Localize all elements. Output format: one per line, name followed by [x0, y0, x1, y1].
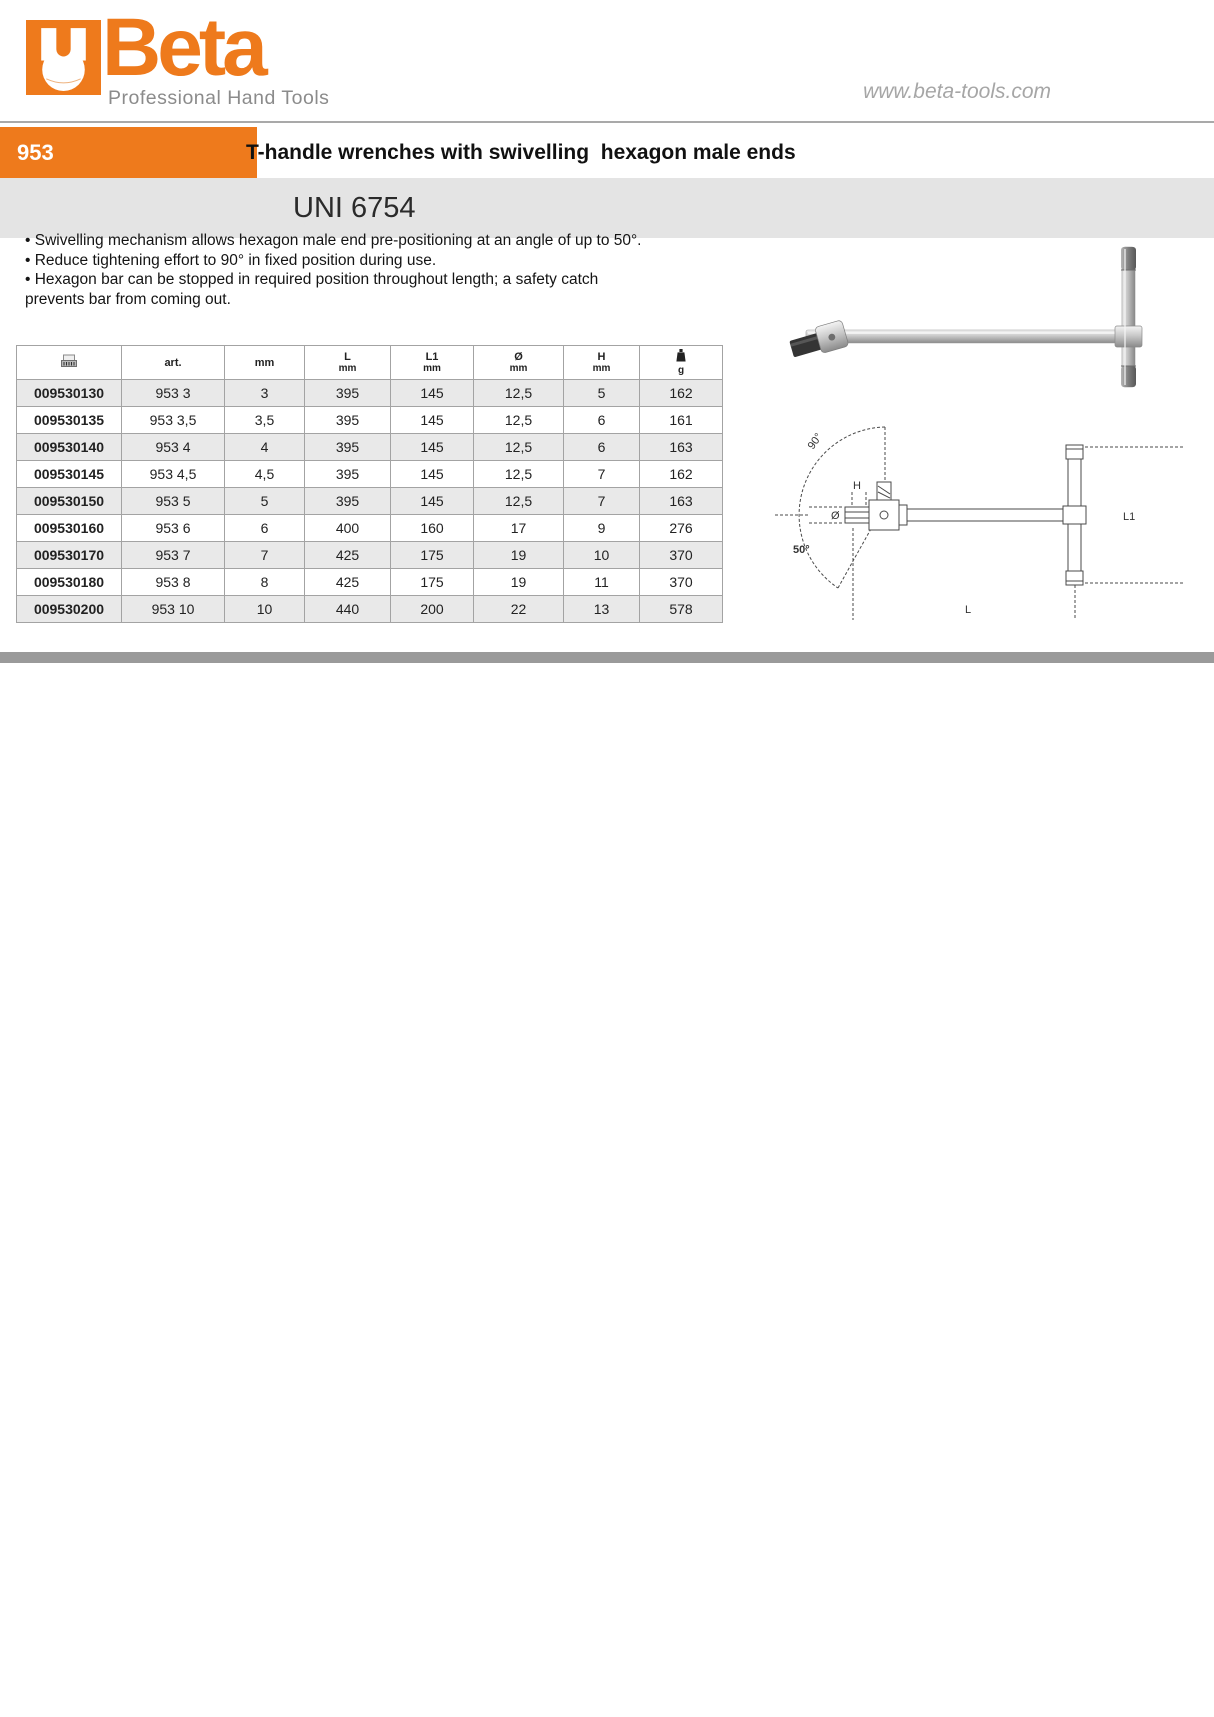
ean-code-icon — [59, 354, 79, 368]
table-cell: 578 — [640, 596, 723, 623]
table-cell: 162 — [640, 461, 723, 488]
table-cell: 19 — [474, 542, 564, 569]
col-art-header — [122, 346, 225, 380]
table-cell: 276 — [640, 515, 723, 542]
table-cell: 161 — [640, 407, 723, 434]
feature-item: • Reduce tightening effort to 90° in fixed position during use. — [25, 251, 437, 269]
table-cell: 12,5 — [474, 380, 564, 407]
table-cell: 370 — [640, 569, 723, 596]
table-cell: 12,5 — [474, 407, 564, 434]
table-cell: 17 — [474, 515, 564, 542]
table-cell: 425 — [305, 542, 391, 569]
table-cell: 12,5 — [474, 434, 564, 461]
table-cell: 22 — [474, 596, 564, 623]
table-cell: 163 — [640, 488, 723, 515]
table-cell: 3,5 — [225, 407, 305, 434]
col-unit: mm — [338, 362, 357, 374]
table-cell: 953 7 — [122, 542, 225, 569]
table-cell: 953 3,5 — [122, 407, 225, 434]
table-cell: 200 — [391, 596, 474, 623]
model-band — [0, 127, 257, 178]
cell-ean-code: 009530200 — [17, 596, 122, 623]
table-cell: 440 — [305, 596, 391, 623]
table-cell: 400 — [305, 515, 391, 542]
table-row — [17, 434, 723, 461]
col-label: mm — [254, 356, 275, 369]
divider-bar — [0, 652, 1214, 663]
table-cell: 4 — [225, 434, 305, 461]
table-cell: 5 — [225, 488, 305, 515]
col-label: L — [344, 350, 351, 363]
col-label: L1 — [425, 350, 439, 363]
standard-label: UNI 6754 — [293, 192, 416, 224]
table-cell: 395 — [305, 488, 391, 515]
table-cell: 160 — [391, 515, 474, 542]
table-cell: 953 4 — [122, 434, 225, 461]
col-diameter-header — [474, 346, 564, 380]
col-mm-header — [225, 346, 305, 380]
table-row — [17, 596, 723, 623]
table-cell: 7 — [564, 461, 640, 488]
table-cell: 145 — [391, 488, 474, 515]
diagram-label-90: 90° — [805, 431, 826, 452]
spec-table-body — [17, 380, 723, 623]
col-unit: mm — [592, 362, 611, 374]
table-cell: 953 10 — [122, 596, 225, 623]
table-cell: 6 — [564, 434, 640, 461]
table-cell: 395 — [305, 407, 391, 434]
table-row — [17, 461, 723, 488]
table-row — [17, 515, 723, 542]
table-cell: 163 — [640, 434, 723, 461]
table-cell: 370 — [640, 542, 723, 569]
standard-band — [0, 178, 1214, 238]
table-cell: 4,5 — [225, 461, 305, 488]
table-cell: 12,5 — [474, 488, 564, 515]
table-header-row — [17, 346, 723, 380]
col-label: art. — [164, 356, 182, 369]
cell-ean-code: 009530150 — [17, 488, 122, 515]
table-cell: 162 — [640, 380, 723, 407]
product-photo — [778, 240, 1150, 392]
table-cell: 7 — [564, 488, 640, 515]
table-cell: 145 — [391, 407, 474, 434]
weight-icon — [676, 349, 686, 362]
table-cell: 395 — [305, 380, 391, 407]
table-row — [17, 542, 723, 569]
cell-ean-code: 009530130 — [17, 380, 122, 407]
model-number: 953 — [17, 140, 54, 165]
diagram-label-50: 50° — [793, 544, 810, 556]
table-cell: 953 6 — [122, 515, 225, 542]
diagram-label-H: H — [853, 480, 861, 492]
technical-drawing — [765, 388, 1195, 628]
diagram-label-diameter: Ø — [831, 510, 840, 522]
table-cell: 953 4,5 — [122, 461, 225, 488]
table-row — [17, 488, 723, 515]
feature-item: • Hexagon bar can be stopped in required position throughout length; a safety catch prevents bar from coming out. — [25, 271, 599, 308]
table-cell: 10 — [225, 596, 305, 623]
table-cell: 3 — [225, 380, 305, 407]
brand-wordmark: Beta — [102, 2, 264, 93]
cell-ean-code: 009530160 — [17, 515, 122, 542]
col-label: Ø — [514, 350, 523, 363]
table-cell: 145 — [391, 461, 474, 488]
table-row — [17, 569, 723, 596]
table-cell: 9 — [564, 515, 640, 542]
table-cell: 19 — [474, 569, 564, 596]
table-cell: 6 — [564, 407, 640, 434]
col-L1-header — [391, 346, 474, 380]
wrench-logo-icon — [26, 20, 101, 95]
feature-list — [25, 231, 647, 309]
table-cell: 5 — [564, 380, 640, 407]
col-label: H — [597, 350, 606, 363]
page-title: T-handle wrenches with swivelling hexagon male ends — [246, 141, 796, 164]
table-cell: 395 — [305, 434, 391, 461]
cell-ean-code: 009530140 — [17, 434, 122, 461]
cell-ean-code: 009530135 — [17, 407, 122, 434]
spec-table — [16, 345, 723, 623]
table-cell: 7 — [225, 542, 305, 569]
table-cell: 11 — [564, 569, 640, 596]
table-row — [17, 407, 723, 434]
brand-tagline: Professional Hand Tools — [108, 87, 330, 109]
table-cell: 12,5 — [474, 461, 564, 488]
table-cell: 175 — [391, 569, 474, 596]
table-cell: 10 — [564, 542, 640, 569]
col-H-header — [564, 346, 640, 380]
col-L-header — [305, 346, 391, 380]
table-cell: 953 5 — [122, 488, 225, 515]
table-cell: 953 3 — [122, 380, 225, 407]
col-weight-header — [640, 346, 723, 380]
table-cell: 425 — [305, 569, 391, 596]
cell-ean-code: 009530170 — [17, 542, 122, 569]
table-cell: 145 — [391, 380, 474, 407]
cell-ean-code: 009530180 — [17, 569, 122, 596]
col-unit: mm — [509, 362, 528, 374]
col-ean-header — [17, 346, 122, 380]
feature-item: • Swivelling mechanism allows hexagon male end pre-positioning at an angle of up to 50°. — [25, 232, 642, 249]
table-cell: 6 — [225, 515, 305, 542]
diagram-label-L1: L1 — [1123, 511, 1136, 523]
table-row — [17, 380, 723, 407]
table-cell: 8 — [225, 569, 305, 596]
table-cell: 953 8 — [122, 569, 225, 596]
beta-logo — [26, 20, 101, 95]
table-cell: 145 — [391, 434, 474, 461]
website-url: www.beta-tools.com — [863, 80, 1051, 103]
table-cell: 13 — [564, 596, 640, 623]
table-cell: 175 — [391, 542, 474, 569]
col-unit: g — [677, 364, 685, 376]
diagram-label-L: L — [965, 604, 972, 616]
table-cell: 395 — [305, 461, 391, 488]
col-unit: mm — [423, 362, 441, 374]
cell-ean-code: 009530145 — [17, 461, 122, 488]
header-rule — [0, 121, 1214, 123]
